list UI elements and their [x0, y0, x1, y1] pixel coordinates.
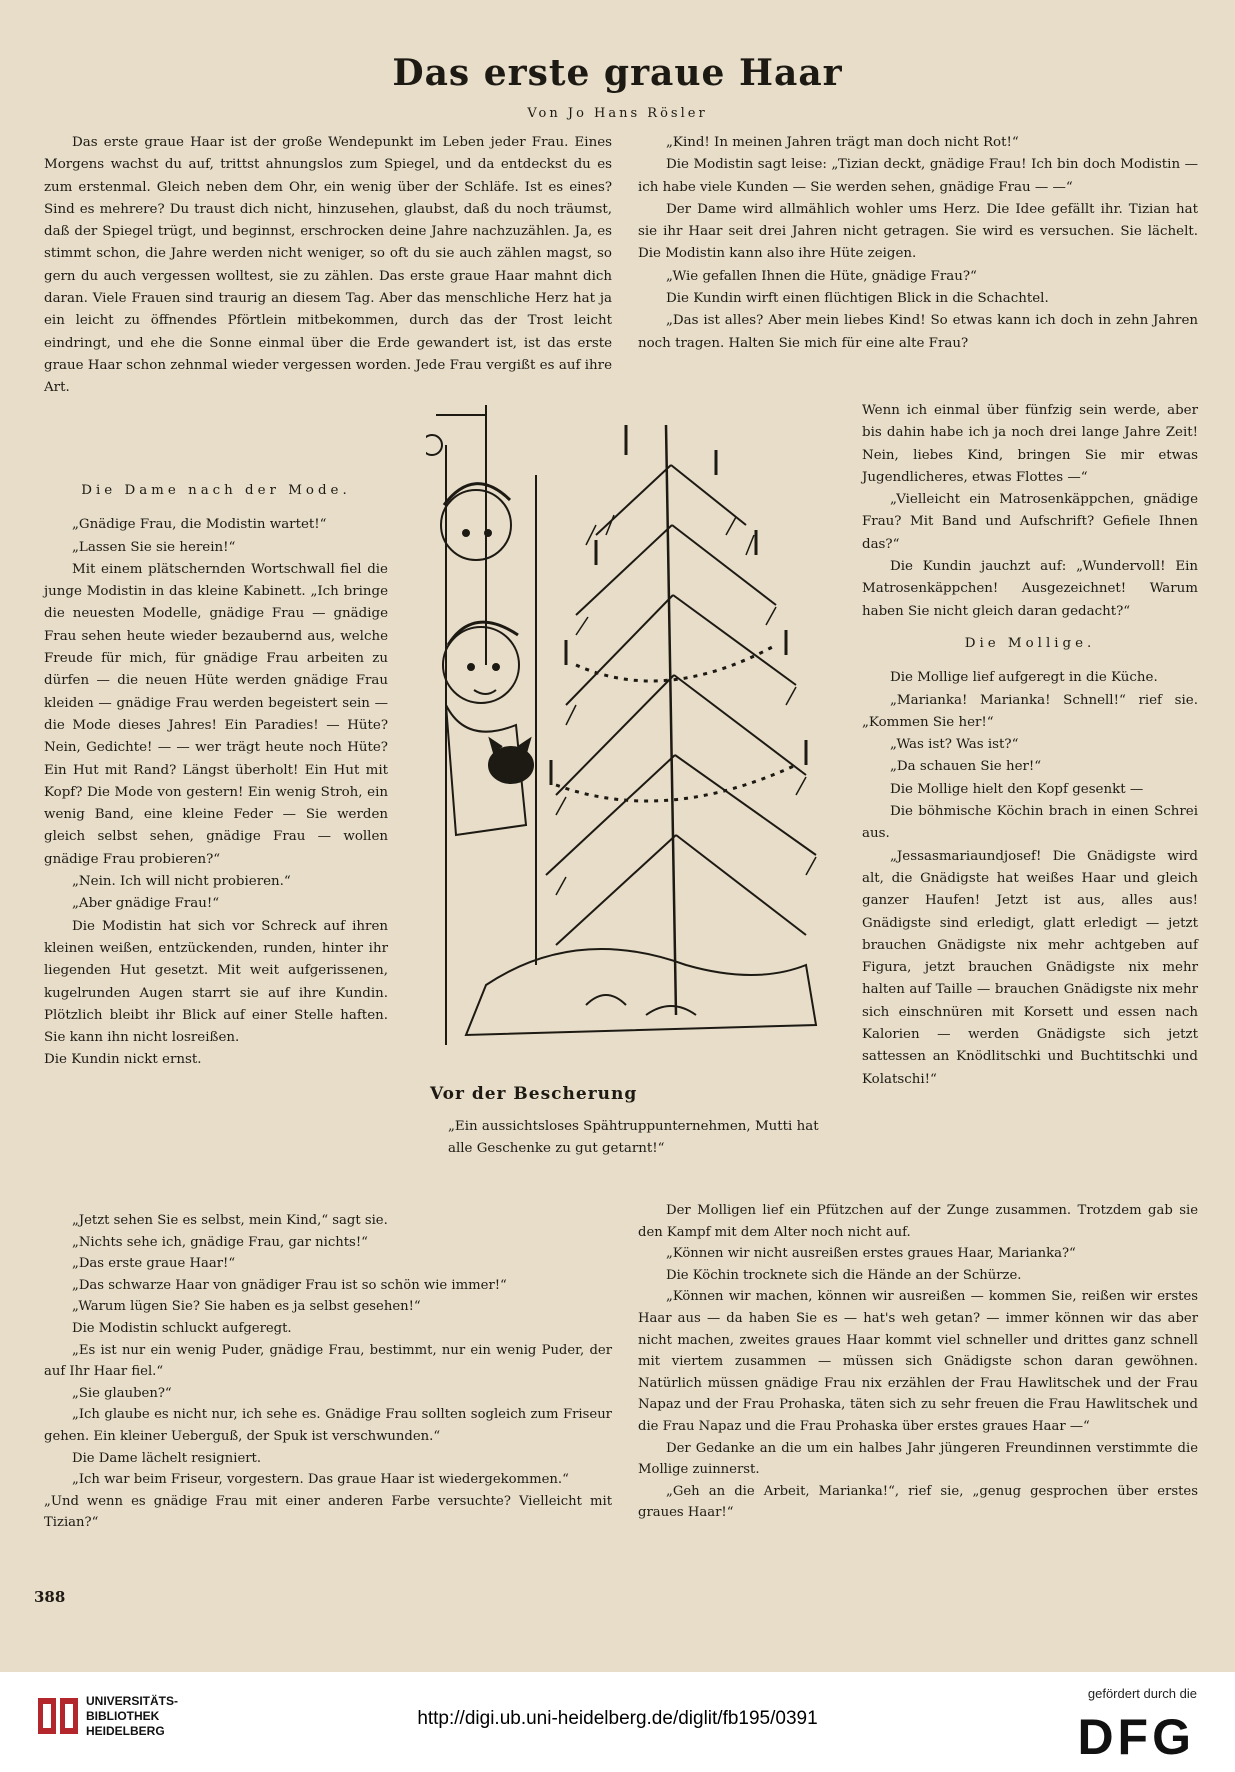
paragraph: Die Modistin sagt leise: „Tizian deckt, gnädige Frau! Ich bin doch Modistin — ich habe viele Kunden — Sie werden sehen, gnädige Frau — —“	[638, 157, 1198, 195]
paragraph: Das erste graue Haar ist der große Wendepunkt im Leben jeder Frau. Eines Morgens wachst du auf, trittst ahnungslos zum Spiegel, und da entdeckst du es zum erstenmal. Gleich neben dem Ohr, ein wenig über der Schläfe. Ist es eines? Sind es mehrere? Du traust dich nicht, hinzusehen, glaubst, daß du noch träumst, daß der Spiegel trügt, und beginnst, erschrocken deine Jahre nachzuzählen. Ja, es stimmt schon, die Jahre werden nicht weniger, so oft du sie auch zählen magst, so gern du auch vergessen wolltest, sie zu zählen. Das erste graue Haar mahnt dich daran. Viele Frauen sind traurig an diesem Tag. Aber das menschliche Herz hat ja ein leicht zu öffnendes Pförtlein mitbekommen, durch das der Trost leicht eindringt, und ehe die Sonne einmal über die Erde gewandert ist, ist das erste graue Haar schon zehnmal wieder vergessen worden. Jede Frau vergißt es auf ihre Art.	[44, 135, 612, 396]
paragraph: „Lassen Sie sie herein!“	[72, 539, 236, 555]
paragraph: „Aber gnädige Frau!“	[72, 896, 220, 912]
paragraph: „Das erste graue Haar!“	[72, 1256, 236, 1272]
footer-bar	[0, 1672, 1235, 1772]
paragraph: Die Kundin nickt ernst.	[44, 1052, 202, 1068]
paragraph: Der Molligen lief ein Pfützchen auf der Zunge zusammen. Trotzdem gab sie den Kampf mit dem Alter noch nicht auf.	[638, 1203, 1198, 1240]
section-heading: Die Mollige.	[964, 635, 1096, 651]
paragraph: Mit einem plätschernden Wortschwall fiel die junge Modistin in das kleine Kabinett. „Ich bringe die neuesten Modelle, gnädige Frau — gnädige Frau sehen heute wieder bezaubernd aus, welche Freude für mich, für gnädige Frau arbeiten zu dürfen — die neuen Hüte werden gnädige Frau kleiden — gnädige Frau werden begeistert sein — die Mode dieses Jahres! Ein Paradies! — Hüte? Nein, Gedichte! — — wer trägt heute noch Hüte? Ein Hut mit Rand? Längst überholt! Ein Hut mit Kopf? Die Mode von gestern! Ein wenig Stroh, ein wenig Band, eine kleine Feder — Sie werden gleich selbst sehen, gnädige Frau — wollen gnädige Frau probieren?“	[44, 561, 388, 867]
paragraph: Der Dame wird allmählich wohler ums Herz. Die Idee gefällt ihr. Tizian hat sie ihr Haar seit drei Jahren nicht getragen. Sie wird es versuchen. Sie lächelt. Die Modistin kann also ihre Hüte zeigen.	[638, 201, 1198, 262]
paragraph: „Was ist? Was ist?“	[890, 737, 1019, 753]
paragraph: „Können wir nicht ausreißen erstes graues Haar, Marianka?“	[666, 1246, 1076, 1262]
paragraph: Die Modistin schluckt aufgeregt.	[72, 1320, 292, 1336]
funding-label: gefördert durch die	[1087, 1686, 1197, 1701]
paragraph: „Jessasmariaundjosef! Die Gnädigste wird alt, die Gnädigste hat weißes Haar und gleich ganzer Haufen! Jetzt ist aus, alles aus! Gnädigste sind erledigt, glatt erledigt — jetzt brauchen Gnädigste nix mehr achtgeben auf Figura, jetzt brauchen Gnädigste nix mehr halten auf Taille — brauchen Gnädigste nix mehr sich einschnüren mit Korsett und essen nach Kalorien — werden Gnädigste sich jetzt sattessen an Knödlitschki und Buchtitschki und Kolatschi!“	[862, 848, 1198, 1087]
paragraph: Die Mollige lief aufgeregt in die Küche.	[890, 670, 1158, 686]
paragraph: Die Modistin hat sich vor Schreck auf ihren kleinen weißen, entzückenden, runden, hinter ihr liegenden Hut gesetzt. Mit weit aufgerissenen, kugelrunden Augen starrt sie auf ihre Kundin. Plötzlich bleibt ihr Blick auf einer Stelle haften. Sie kann ihn nicht losreißen.	[44, 918, 388, 1046]
paragraph: „Sie glauben?“	[72, 1385, 172, 1401]
paragraph: „Jetzt sehen Sie es selbst, mein Kind,“ sagt sie.	[72, 1213, 388, 1228]
paragraph: „Das schwarze Haar von gnädiger Frau ist so schön wie immer!“	[72, 1277, 507, 1293]
paragraph: „Kind! In meinen Jahren trägt man doch nicht Rot!“	[666, 135, 1019, 150]
paragraph: Wenn ich einmal über fünfzig sein werde, aber bis dahin habe ich ja noch drei lange Jahre Zeit! Nein, liebes Kind, bringen Sie mir etwas Jugendlicheres, etwas Flottes —“	[862, 403, 1198, 485]
page-number: 388	[34, 1588, 66, 1606]
paragraph: „Nichts sehe ich, gnädige Frau, gar nichts!“	[72, 1234, 368, 1250]
paragraph: Die Köchin trocknete sich die Hände an der Schürze.	[666, 1267, 1022, 1283]
paragraph: „Es ist nur ein wenig Puder, gnädige Frau, bestimmt, nur ein wenig Puder, der auf Ihr Haar fiel.“	[44, 1342, 612, 1380]
paragraph: Die Mollige hielt den Kopf gesenkt —	[890, 781, 1144, 797]
illustration-caption-title: Vor der Bescherung	[430, 1084, 638, 1104]
source-url-link[interactable]: http://digi.ub.uni-heidelberg.de/diglit/fb195/0391	[417, 1708, 818, 1729]
paragraph: Die Dame lächelt resigniert.	[72, 1450, 262, 1466]
right-column-top	[638, 132, 1198, 355]
paragraph: „Ich glaube es nicht nur, ich sehe es. Gnädige Frau sollten sogleich zum Friseur gehen. Ein kleiner Ueberguß, der Spuk ist verschwunden.“	[44, 1407, 612, 1444]
right-column-bottom	[638, 1200, 1198, 1524]
paragraph: Der Gedanke an die um ein halbes Jahr jüngeren Freundinnen verstimmte die Mollige zuinnerst.	[638, 1440, 1198, 1478]
paragraph: „Warum lügen Sie? Sie haben es ja selbst gesehen!“	[72, 1299, 421, 1315]
article-title: Das erste graue Haar	[392, 52, 843, 94]
section-heading: Die Dame nach der Mode.	[81, 483, 351, 498]
paragraph: „Können wir machen, können wir ausreißen — kommen Sie, reißen wir erstes Haar aus — da haben Sie es — hat's weh getan? — immer können wir das aber nicht machen, zweites graues Haar kommt viel schneller und drittes ganz schnell mit viertem zusammen — müssen sich Gnädigste schon daran gewöhnen. Natürlich müssen gnädige Frau nix erzählen der Frau Hawlitschek und der Frau Napaz und der Frau Prohaska, täten sich zu sehr freuen die Frau Hawlitschek und die Frau Napaz und die Frau Prohaska über erstes graues Haar —“	[638, 1289, 1198, 1434]
paragraph: Die Kundin jauchzt auf: „Wundervoll! Ein Matrosenkäppchen! Ausgezeichnet! Warum haben Sie nicht gleich daran gedacht?“	[862, 559, 1198, 619]
paragraph: „Das ist alles? Aber mein liebes Kind! So etwas kann ich doch in zehn Jahren noch tragen. Halten Sie mich für eine alte Frau?	[638, 313, 1198, 351]
paragraph: „Und wenn es gnädige Frau mit einer anderen Farbe versuchte? Vielleicht mit Tizian?“	[44, 1493, 612, 1531]
library-name: UNIVERSITÄTS- BIBLIOTHEK HEIDELBERG	[86, 1694, 179, 1738]
paragraph: „Ich war beim Friseur, vorgestern. Das graue Haar ist wiedergekommen.“	[72, 1472, 569, 1488]
left-column-narrow	[44, 470, 388, 1072]
paragraph: „Da schauen Sie her!“	[890, 759, 1042, 775]
article-byline: Von Jo Hans Rösler	[527, 106, 708, 121]
paragraph: „Wie gefallen Ihnen die Hüte, gnädige Frau?“	[666, 268, 977, 284]
left-column-top	[44, 132, 612, 400]
paragraph: Die Kundin wirft einen flüchtigen Blick in die Schachtel.	[666, 291, 1049, 307]
illustration-caption-text: „Ein aussichtsloses Spähtruppunternehmen, Mutti hat alle Geschenke zu gut getarnt!“	[448, 1119, 819, 1156]
paragraph: „Gnädige Frau, die Modistin wartet!“	[72, 517, 327, 533]
paragraph: „Vielleicht ein Matrosenkäppchen, gnädige Frau? Mit Band und Aufschrift? Gefiele Ihnen das?“	[862, 492, 1198, 552]
dfg-logo: DFG	[1077, 1709, 1195, 1765]
paragraph: „Marianka! Marianka! Schnell!“ rief sie. „Kommen Sie her!“	[862, 692, 1198, 730]
paragraph: „Geh an die Arbeit, Marianka!“, rief sie, „genug gesprochen über erstes graues Haar!“	[638, 1483, 1198, 1521]
left-column-bottom	[44, 1210, 612, 1534]
christmas-tree-illustration	[426, 405, 826, 1045]
right-column-narrow	[862, 400, 1198, 1091]
paragraph: Die böhmische Köchin brach in einen Schrei aus.	[862, 804, 1198, 842]
paragraph: „Nein. Ich will nicht probieren.“	[72, 874, 291, 890]
